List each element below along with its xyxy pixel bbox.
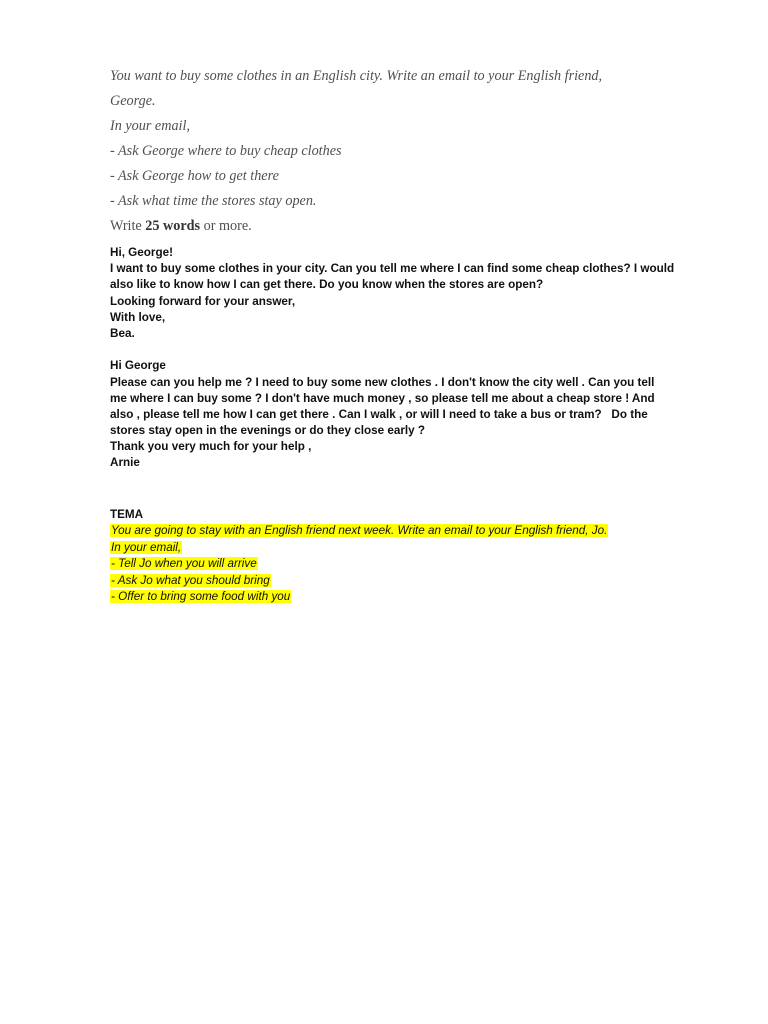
task-line: George. [110,93,156,109]
task-prompt [110,66,710,241]
task-bullet: - Ask George how to get there [110,168,279,184]
email-closing: Looking forward for your answer, [110,294,296,308]
email-body-line: stores stay open in the evenings or do they close early ? [110,424,426,438]
tema-bullet [110,556,710,573]
word-count-instruction [110,216,710,241]
task-line: In your email, [110,118,190,134]
answer-bea [110,245,710,342]
word-count-prefix: Write [110,218,146,234]
spacer [110,342,710,358]
tema-bullet [110,573,710,590]
email-body-line: me where I can buy some ? I don't have much money , so please tell me about a cheap store ! And [110,391,655,405]
email-signature: Arnie [110,456,140,470]
highlighted-text: - Ask Jo what you should bring [111,573,270,587]
sample-answers [110,245,710,472]
email-closing: With love, [110,310,166,324]
task-bullet: - Ask George where to buy cheap clothes [110,143,342,159]
highlighted-text: - Tell Jo when you will arrive [111,557,257,571]
task-bullet: - Ask what time the stores stay open. [110,193,317,209]
email-body-line: I want to buy some clothes in your city. Can you tell me where I can find some cheap clothes? I would [110,262,675,276]
word-count-suffix: or more. [200,218,252,234]
word-count-value: 25 words [145,218,201,234]
email-greeting: Hi, George! [110,246,173,259]
tema-line [110,523,710,540]
email-body-line: also like to know how I can get there. Do you know when the stores are open? [110,278,544,292]
highlighted-text: - Offer to bring some food with you [111,590,291,604]
tema-line [110,540,710,557]
email-greeting: Hi George [110,359,166,373]
task-line: You want to buy some clothes in an English city. Write an email to your English friend, [110,68,603,84]
tema-section [110,507,710,606]
email-closing: Thank you very much for your help , [110,440,312,454]
answer-arnie [110,358,710,471]
email-body-line: also , please tell me how I can get there . Can I walk , or will I need to take a bus or tram? Do the [110,407,648,421]
email-signature: Bea. [110,326,135,340]
highlighted-text: In your email, [111,540,182,554]
email-body-line: Please can you help me ? I need to buy some new clothes . I don't know the city well . Can you tell [110,375,655,389]
tema-title: TEMA [110,508,144,521]
tema-bullet [110,589,710,606]
highlighted-text: You are going to stay with an English friend next week. Write an email to your English friend, Jo. [111,524,608,538]
